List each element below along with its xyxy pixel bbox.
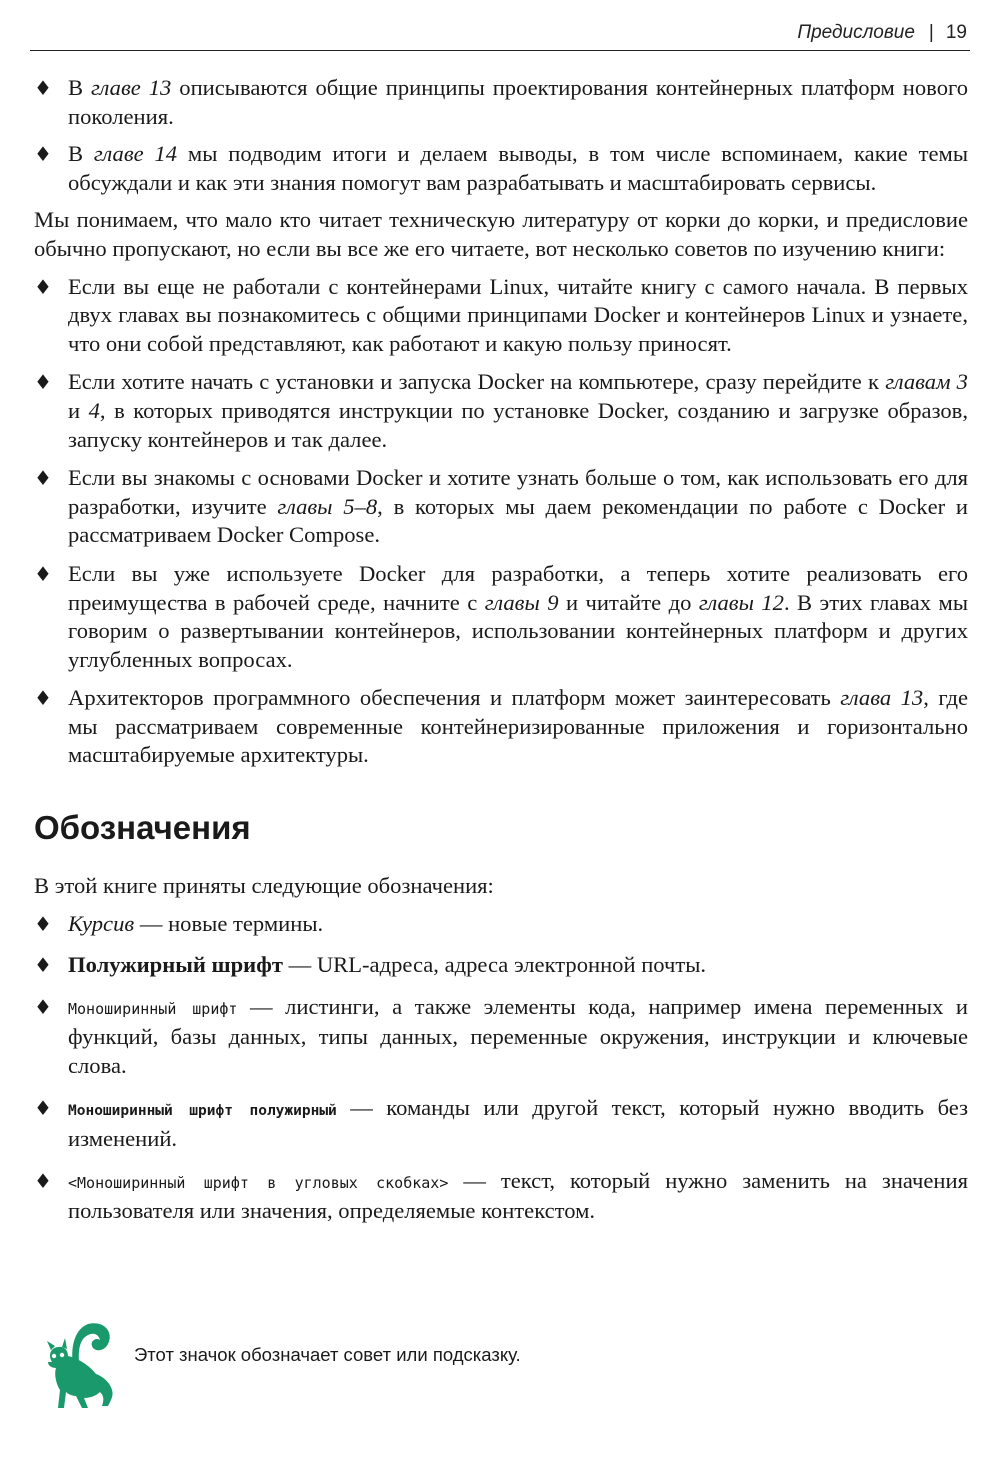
header-section: Предисловие — [797, 22, 915, 43]
monospace-angle-sample: <Моноширинный шрифт в угловых скобках> — [68, 1173, 449, 1192]
reading-advice-list — [34, 273, 968, 771]
bullet-diamond-icon: ♦ — [34, 466, 52, 491]
monospace-bold-sample: Моноширинный шрифт полужирный — [68, 1102, 337, 1119]
bullet-diamond-icon: ♦ — [34, 953, 52, 978]
chapter-ref: глава 13 — [840, 685, 924, 711]
bullet-diamond-icon: ♦ — [34, 76, 52, 100]
list-item: ♦ Архитекторов программного обеспечения и платформ может заинтересовать глава 13, где мы рассматриваем современные контейнеризированные приложения и горизонтально масштабируемые архитектуры. — [34, 685, 969, 768]
header-separator: | — [928, 22, 934, 43]
list-item: ♦ Моноширинный шрифт — листинги, а также элементы кода, например имена переменных и функций, базы данных, типы данных, переменные окружения, инструкции и ключевые слова. — [34, 993, 968, 1079]
chapter-ref: главе 13 — [91, 75, 172, 100]
page-body — [34, 74, 968, 1239]
chapter-ref: главе 14 — [93, 141, 178, 167]
list-item: ♦ Моноширинный шрифт полужирный — команды или другой текст, который нужно вводить без изменений. — [34, 1094, 968, 1152]
chapter-ref: главы 12 — [698, 589, 784, 615]
conventions-list — [34, 910, 968, 1226]
bullet-diamond-icon: ♦ — [34, 274, 52, 299]
bullet-diamond-icon: ♦ — [34, 686, 52, 711]
bullet-diamond-icon: ♦ — [34, 1168, 52, 1193]
bullet-diamond-icon: ♦ — [34, 911, 52, 936]
chapter-ref: главам 3 — [885, 369, 968, 395]
chapter-bullet-list — [34, 74, 968, 197]
tip-note — [38, 1316, 938, 1416]
lemur-tip-icon — [38, 1316, 116, 1414]
bold-sample: Полужирный шрифт — [68, 952, 283, 978]
page-number: 19 — [945, 22, 967, 43]
conventions-intro: В этой книге приняты следующие обозначения: — [34, 873, 494, 899]
running-header — [30, 18, 970, 51]
chapter-ref: главы 5–8 — [277, 493, 378, 519]
bullet-diamond-icon: ♦ — [34, 1095, 52, 1120]
chapter-ref: главы 9 — [484, 589, 559, 615]
bullet-diamond-icon: ♦ — [34, 994, 52, 1019]
tip-text: Этот значок обозначает совет или подсказку. — [134, 1344, 521, 1365]
monospace-sample: Моноширинный шрифт — [68, 999, 238, 1018]
italic-sample: Курсив — [68, 910, 135, 936]
list-item: ♦ В главе 13 описываются общие принципы проектирования контейнерных платформ нового поколения. — [34, 75, 968, 129]
intro-paragraph: Мы понимаем, что мало кто читает техническую литературу от корки до корки, и предисловие обычно пропускают, но если вы все же его читаете, вот несколько советов по изучению книги: — [34, 207, 968, 261]
bullet-diamond-icon: ♦ — [34, 142, 52, 167]
bullet-diamond-icon: ♦ — [34, 561, 52, 586]
list-item: ♦ Полужирный шрифт — URL-адреса, адреса электронной почты. — [34, 951, 968, 980]
running-header-text — [797, 22, 967, 44]
list-item: ♦ Курсив — новые термины. — [34, 910, 968, 939]
list-item: ♦ Если вы знакомы с основами Docker и хотите узнать больше о том, как использовать его для разработки, изучите главы 5–8, в которых мы даем рекомендации по работе с Docker и рассматриваем Docker Compose. — [34, 465, 969, 548]
list-item: ♦ Если вы уже используете Docker для разработки, а теперь хотите реализовать его преимущества в рабочей среде, начните с главы 9 и читайте до главы 12. В этих главах мы говорим о развертывании контейнеров, использовании контейнерных платформ и других углубленных вопросах. — [34, 560, 969, 672]
list-item: ♦ В главе 14 мы подводим итоги и делаем выводы, в том числе вспоминаем, какие темы обсуждали и как эти знания помогут вам разрабатывать и масштабировать сервисы. — [34, 141, 968, 195]
list-item: ♦ Если хотите начать с установки и запуска Docker на компьютере, сразу перейдите к главам 3 и 4, в которых приводятся инструкции по установке Docker, созданию и загрузке образов, запуску контейнеров и так далее. — [34, 369, 968, 452]
bullet-diamond-icon: ♦ — [34, 370, 52, 395]
list-item: ♦ <Моноширинный шрифт в угловых скобках> — текст, который нужно заменить на значения пользователя или значения, определяемые контекстом. — [34, 1167, 968, 1224]
section-title: Обозначения — [34, 809, 251, 847]
chapter-ref: 4 — [88, 397, 100, 423]
list-item: ♦ Если вы еще не работали с контейнерами Linux, читайте книгу с самого начала. В первых двух главах вы познакомитесь с общими принципами Docker и контейнеров Linux и узнаете, что они собой представляют, как работают и какую пользу приносят. — [34, 273, 968, 356]
